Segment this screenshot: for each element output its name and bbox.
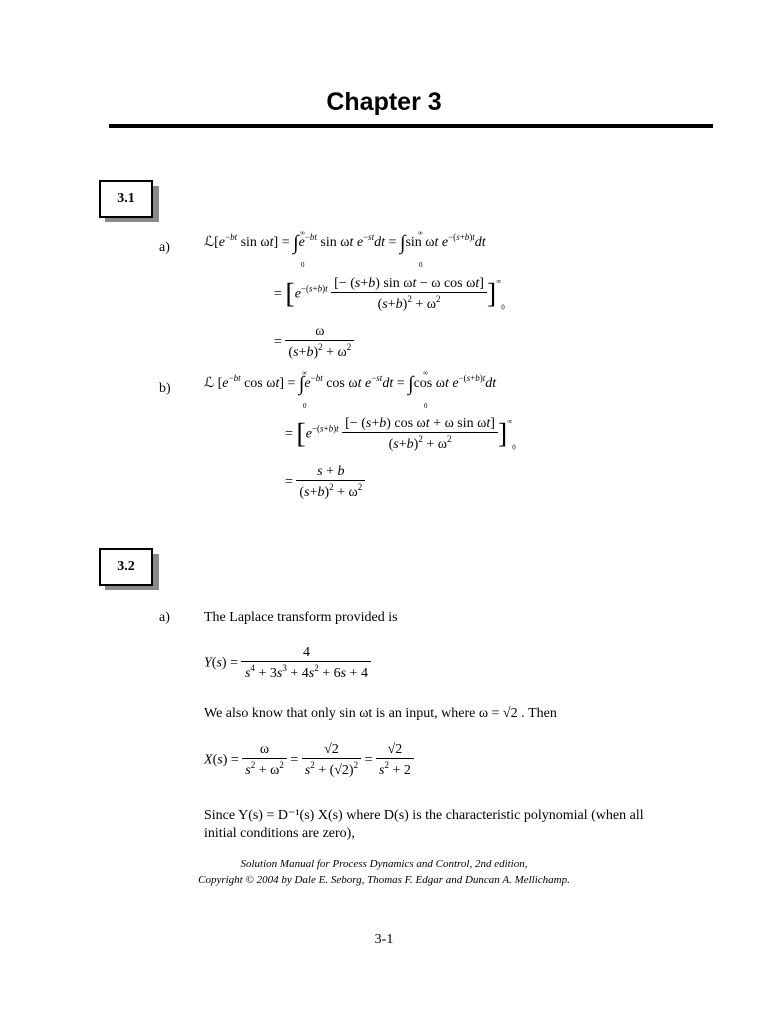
equation-X-of-s: X(s) = $\frac{\omega}{s^2 + \omega^2}$ = $\frac{√2}{s^2 + (√2)^2}$ = $\frac{√2}{s^2 + 2}$ [204, 742, 414, 779]
integral-upper-limit: ∞ [300, 229, 305, 237]
page-number: 3-1 [374, 932, 394, 947]
part-label-a: a) [159, 240, 170, 255]
equation-3-1-b-line3: = $\frac{s + b}{(s+b)^2 + \omega^2}$ [285, 464, 365, 501]
text-input-omega: We also know that only sin ωt is an input, where ω = √2 . Then [204, 706, 557, 721]
equation-3-1-b-line1: ℒ [$e^{-bt}$ $\cos \omega t] = \int e^{-bt}$ cos ωt $e^{-st}dt = \int\cos$ ωt $e^{-(s+b)t}dt$ [204, 373, 497, 395]
integral-upper-limit: ∞ [302, 369, 307, 377]
integral-lower-limit: 0 [419, 261, 423, 269]
problem-number-3-1: 3.1 [99, 180, 153, 218]
equation-3-1-a-line1: $ℒ[e^{-bt}$ $\sin \omega t] = \int e^{-bt}$ sin ωt $e^{-st}dt = \int\sin$ ωt $e^{-(s+b)t}dt$ [204, 232, 486, 254]
integral-upper-limit: ∞ [423, 369, 428, 377]
integral-lower-limit: 0 [301, 261, 305, 269]
equation-Y-of-s: Y(s) = $\frac{4}{s^4 + 3s^3 + 4s^2 + 6s + 4}$ [204, 645, 371, 682]
equation-3-1-a-line3: = $\frac{\omega}{(s+b)^2 + \omega^2}$ [274, 324, 354, 361]
chapter-title: Chapter 3 [326, 88, 442, 116]
integral-lower-limit: 0 [303, 402, 307, 410]
integral-lower-limit: 0 [424, 402, 428, 410]
text-since-Y: Since Y(s) = D⁻¹(s) X(s) where D(s) is the characteristic polynomial (when all initial conditions are zero), [204, 808, 644, 841]
part-label-b: b) [159, 381, 171, 396]
footer-line-1: Solution Manual for Process Dynamics and Control, 2nd edition, [240, 858, 528, 870]
problem-number-3-2: 3.2 [99, 548, 153, 586]
integral-upper-limit: ∞ [418, 229, 423, 237]
footer-line-2: Copyright © 2004 by Dale E. Seborg, Thomas F. Edgar and Duncan A. Mellichamp. [198, 874, 570, 886]
text-laplace-provided: The Laplace transform provided is [204, 610, 398, 625]
part-label-a: a) [159, 610, 170, 625]
equation-3-1-a-line2: = [$e^{-(s+b)t}$ $\frac{\text{[− (s+b) sin ωt − ω cos ωt]}}{(s+b)^2 + \omega^2}$ ]$^\infty_0$ [274, 276, 505, 312]
equation-3-1-b-line2: = [$e^{-(s+b)t}$ $\frac{\text{[− (s+b) cos ωt + ω sin ωt]}}{(s+b)^2 + \omega^2}$ ]$^\infty_0$ [285, 416, 516, 452]
title-rule [109, 124, 713, 128]
